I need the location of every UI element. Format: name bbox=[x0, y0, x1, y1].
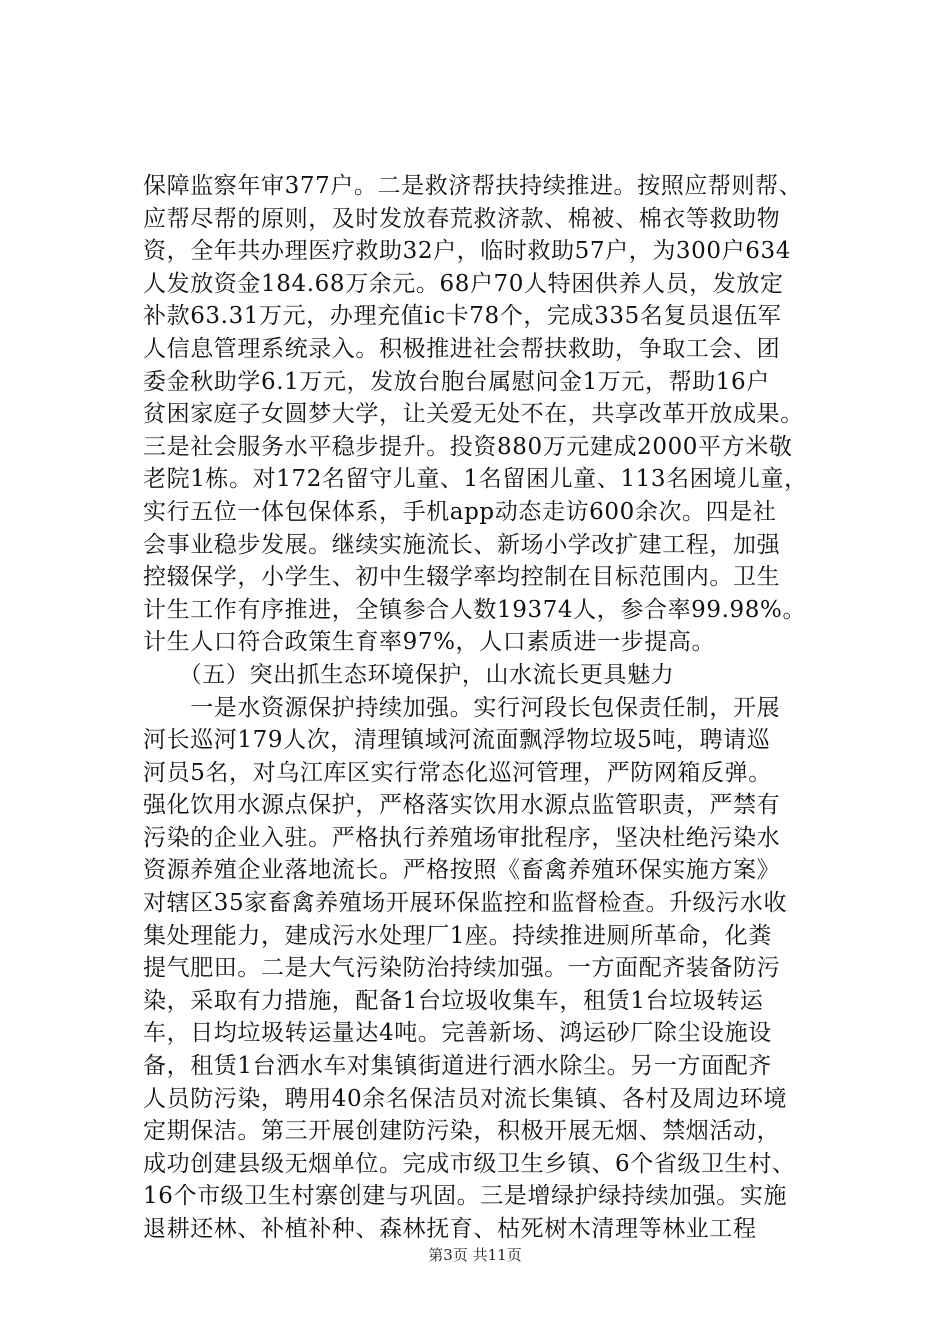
text-line: 对辖区35家畜禽养殖场开展环保监控和监督检查。升级污水收 bbox=[143, 890, 788, 917]
text-line: 16个市级卫生村寨创建与巩固。三是增绿护绿持续加强。实施 bbox=[143, 1183, 788, 1210]
text-line: 备，租赁1台洒水车对集镇街道进行洒水除尘。另一方面配齐 bbox=[143, 1053, 772, 1080]
text-line: 资，全年共办理医疗救助32户，临时救助57户，为300户634 bbox=[143, 238, 791, 265]
text-line: 一是水资源保护持续加强。实行河段长包保责任制，开展 bbox=[143, 694, 781, 721]
text-line: 计生人口符合政策生育率97%，人口素质进一步提高。 bbox=[143, 629, 716, 656]
text-line: 染，采取有力措施，配备1台垃圾收集车，租赁1台垃圾转运 bbox=[143, 987, 764, 1014]
text-line: 应帮尽帮的原则，及时发放春荒救济款、棉被、棉衣等救助物 bbox=[143, 205, 781, 232]
text-line: 提气肥田。二是大气污染防治持续加强。一方面配齐装备防污 bbox=[143, 955, 781, 982]
section-heading: （五）突出抓生态环境保护，山水流长更具魅力 bbox=[143, 661, 675, 688]
text-line: 委金秋助学6.1万元，发放台胞台属慰问金1万元，帮助16户 bbox=[143, 368, 770, 395]
text-line: 资源养殖企业落地流长。严格按照《畜禽养殖环保实施方案》 bbox=[143, 857, 781, 884]
text-line: 三是社会服务水平稳步提升。投资880万元建成2000平方米敬 bbox=[143, 433, 793, 460]
page-number-label: 第3页 共11页 bbox=[428, 1246, 522, 1264]
text-line: 保障监察年审377户。二是救济帮扶持续推进。按照应帮则帮、 bbox=[143, 173, 803, 199]
text-line: 退耕还林、补植补种、森林抚育、枯死树木清理等林业工程 bbox=[143, 1216, 757, 1242]
text-line: 老院1栋。对172名留守儿童、1名留困儿童、113名困境儿童， bbox=[143, 466, 808, 493]
page-footer bbox=[0, 1244, 950, 1265]
text-line: 污染的企业入驻。严格执行养殖场审批程序，坚决杜绝污染水 bbox=[143, 824, 781, 851]
text-line: 控辍保学，小学生、初中生辍学率均控制在目标范围内。卫生 bbox=[143, 564, 781, 591]
text-line: 计生工作有序推进，全镇参合人数19374人，参合率99.98%。 bbox=[143, 596, 807, 623]
text-line: 河长巡河179人次，清理镇域河流面飘浮物垃圾5吨，聘请巡 bbox=[143, 727, 771, 754]
text-line: 车，日均垃圾转运量达4吨。完善新场、鸿运砂厂除尘设施设 bbox=[143, 1020, 772, 1047]
body-text bbox=[143, 170, 833, 1246]
text-line: 实行五位一体包保体系，手机app动态走访600余次。四是社 bbox=[143, 498, 777, 525]
text-line: 贫困家庭子女圆梦大学，让关爱无处不在，共享改革开放成果。 bbox=[143, 401, 804, 428]
text-line: 强化饮用水源点保护，严格落实饮用水源点监管职责，严禁有 bbox=[143, 792, 781, 819]
text-line: 人发放资金184.68万余元。68户70人特困供养人员，发放定 bbox=[143, 270, 784, 297]
text-line: 定期保洁。第三开展创建防污染，积极开展无烟、禁烟活动， bbox=[143, 1118, 781, 1145]
text-line: 人信息管理系统录入。积极推进社会帮扶救助，争取工会、团 bbox=[143, 335, 781, 362]
text-line: 会事业稳步发展。继续实施流长、新场小学改扩建工程，加强 bbox=[143, 531, 781, 558]
text-line: 补款63.31万元，办理充值ic卡78个，完成335名复员退伍军 bbox=[143, 303, 782, 330]
text-line: 人员防污染，聘用40余名保洁员对流长集镇、各村及周边环境 bbox=[143, 1085, 788, 1112]
text-line: 集处理能力，建成污水处理厂1座。持续推进厕所革命，化粪 bbox=[143, 922, 772, 949]
text-line: 河员5名，对乌江库区实行常态化巡河管理，严防网箱反弹。 bbox=[143, 759, 772, 786]
text-line: 成功创建县级无烟单位。完成市级卫生乡镇、6个省级卫生村、 bbox=[143, 1150, 796, 1177]
